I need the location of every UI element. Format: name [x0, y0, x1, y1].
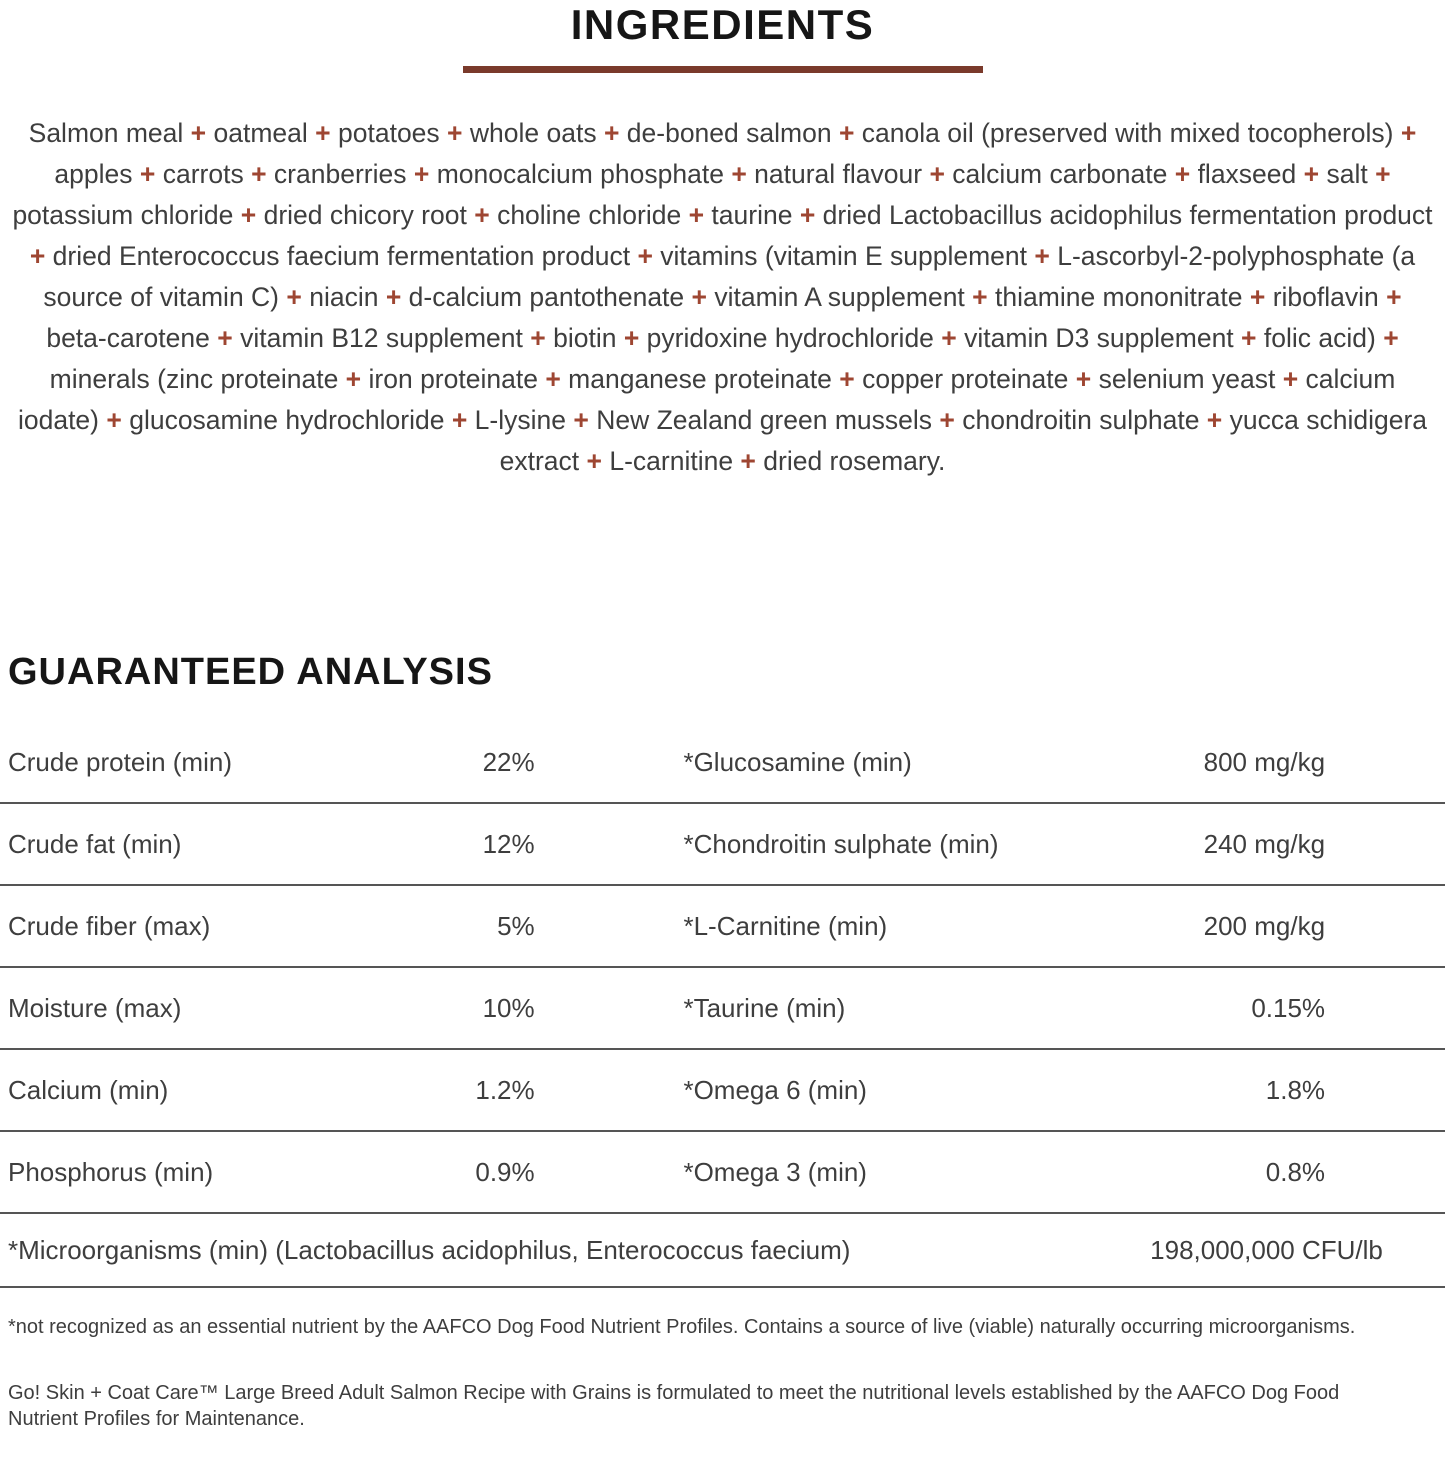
- plus-separator: +: [586, 446, 602, 476]
- analysis-cell-left: [0, 993, 535, 1024]
- plus-separator: +: [545, 364, 561, 394]
- plus-separator: +: [839, 364, 855, 394]
- plus-separator: +: [474, 200, 490, 230]
- analysis-cell-left: [0, 911, 535, 942]
- plus-separator: +: [451, 405, 468, 435]
- nutrient-label: *L-Carnitine (min): [683, 910, 888, 941]
- nutrient-label: Moisture (max): [8, 992, 182, 1023]
- analysis-row: [0, 886, 1445, 968]
- nutrient-label: *Glucosamine (min): [683, 746, 912, 777]
- plus-separator: +: [623, 323, 640, 353]
- analysis-cell-right: [683, 1075, 1325, 1106]
- analysis-row: [0, 804, 1445, 886]
- plus-separator: +: [1303, 159, 1320, 189]
- plus-separator: +: [315, 118, 331, 148]
- analysis-cell-left: [0, 829, 535, 860]
- plus-separator: +: [838, 118, 855, 148]
- analysis-cell-left: [0, 1157, 535, 1188]
- plus-separator: +: [941, 323, 957, 353]
- analysis-cell-right: [683, 911, 1325, 942]
- plus-separator: +: [106, 405, 122, 435]
- nutrient-value: 10%: [482, 992, 535, 1023]
- plus-separator: +: [688, 200, 705, 230]
- plus-separator: +: [1375, 159, 1391, 189]
- nutrient-label: *Omega 3 (min): [683, 1156, 867, 1187]
- plus-separator: +: [637, 241, 653, 271]
- nutrient-value: 0.9%: [475, 1156, 535, 1187]
- plus-separator: +: [1386, 282, 1402, 312]
- analysis-row: [0, 1050, 1445, 1132]
- plus-separator: +: [731, 159, 747, 189]
- formulation-footnote: Go! Skin + Coat Care™ Large Breed Adult Salmon Recipe with Grains is formulated to meet the nutritional levels established by the AAFCO Dog Food Nutrient Profiles for Maintenance.: [8, 1382, 1340, 1430]
- analysis-row: [0, 1132, 1445, 1214]
- plus-separator: +: [1383, 323, 1399, 353]
- plus-separator: +: [1034, 241, 1050, 271]
- plus-separator: +: [603, 118, 620, 148]
- plus-separator: +: [799, 200, 816, 230]
- plus-separator: +: [1174, 159, 1191, 189]
- nutrient-value: 12%: [482, 828, 535, 859]
- plus-separator: +: [345, 364, 362, 394]
- plus-separator: +: [217, 323, 233, 353]
- nutrient-value: 1.2%: [475, 1074, 535, 1105]
- plus-separator: +: [740, 446, 756, 476]
- nutrient-label: *Chondroitin sulphate (min): [683, 828, 999, 859]
- plus-separator: +: [1075, 364, 1092, 394]
- plus-separator: +: [385, 282, 402, 312]
- guaranteed-analysis-table: [0, 722, 1445, 1288]
- analysis-cell-right: [683, 747, 1325, 778]
- ingredients-text: Salmon meal + oatmeal + potatoes + whole oats + de-boned salmon + canola oil (preserved with mixed tocopherols) + apples + carrots + cranberries + monocalcium phosphate + natural flavour + calcium carbonate + flaxseed + salt + potassium chloride + dried chicory root + choline chloride + taurine + dried Lactobacillus acidophilus fermentation product + dried Enterococcus faecium fermentation product + vitamins (vitamin E supplement + L-ascorbyl-2-polyphosphate (a source of vitamin C) + niacin + d-calcium pantothenate + vitamin A supplement + thiamine mononitrate + riboflavin + beta-carotene + vitamin B12 supplement + biotin + pyridoxine hydrochloride + vitamin D3 supplement + folic acid) + minerals (zinc proteinate + iron proteinate + manganese proteinate + copper proteinate + selenium yeast + calcium iodate) + glucosamine hydrochloride + L-lysine + New Zealand green mussels + chondroitin sulphate + yucca schidigera extract + L-carnitine + dried rosemary.: [12, 118, 1433, 476]
- plus-separator: +: [413, 159, 430, 189]
- analysis-row: [0, 722, 1445, 804]
- plus-separator: +: [573, 405, 589, 435]
- aafco-footnote: *not recognized as an essential nutrient by the AAFCO Dog Food Nutrient Profiles. Contains a source of live (viable) naturally occurring microorganisms.: [8, 1316, 1356, 1338]
- plus-separator: +: [1241, 323, 1257, 353]
- nutrient-label: *Microorganisms (min) (Lactobacillus acidophilus, Enterococcus faecium): [8, 1234, 851, 1265]
- title-underline-rule: [463, 66, 983, 73]
- analysis-cell-left: [0, 747, 535, 778]
- plus-separator: +: [530, 323, 546, 353]
- nutrient-value: 240 mg/kg: [1203, 828, 1326, 859]
- nutrient-label: *Taurine (min): [683, 992, 846, 1023]
- nutrient-value: 5%: [497, 910, 535, 941]
- plus-separator: +: [1400, 118, 1417, 148]
- nutrient-value: 1.8%: [1265, 1074, 1326, 1105]
- plus-separator: +: [939, 405, 955, 435]
- plus-separator: +: [1206, 405, 1223, 435]
- plus-separator: +: [139, 159, 156, 189]
- nutrient-value: 800 mg/kg: [1203, 746, 1326, 777]
- analysis-cell-left: [0, 1075, 535, 1106]
- analysis-cell-right: [683, 829, 1325, 860]
- nutrient-value: 0.15%: [1251, 992, 1326, 1023]
- microorganisms-row: [0, 1214, 1445, 1288]
- plus-separator: +: [1249, 282, 1266, 312]
- nutrient-label: Calcium (min): [8, 1074, 169, 1105]
- nutrient-value: 22%: [482, 746, 535, 777]
- plus-separator: +: [286, 282, 302, 312]
- nutrient-label: *Omega 6 (min): [683, 1074, 867, 1105]
- plus-separator: +: [29, 241, 46, 271]
- nutrient-label: Crude protein (min): [8, 746, 232, 777]
- analysis-cell-right: [683, 1157, 1325, 1188]
- plus-separator: +: [691, 282, 708, 312]
- guaranteed-analysis-heading: GUARANTEED ANALYSIS: [8, 651, 493, 693]
- plus-separator: +: [1282, 364, 1299, 394]
- page-title: INGREDIENTS: [570, 1, 875, 48]
- nutrient-label: Phosphorus (min): [8, 1156, 214, 1187]
- plus-separator: +: [929, 159, 945, 189]
- nutrient-value: 0.8%: [1265, 1156, 1326, 1187]
- plus-separator: +: [972, 282, 988, 312]
- plus-separator: +: [240, 200, 257, 230]
- analysis-cell-right: [683, 993, 1325, 1024]
- nutrient-label: Crude fiber (max): [8, 910, 211, 941]
- nutrient-label: Crude fat (min): [8, 828, 182, 859]
- plus-separator: +: [190, 118, 207, 148]
- nutrient-value: 200 mg/kg: [1203, 910, 1326, 941]
- nutrient-value: 198,000,000 CFU/lb: [1150, 1234, 1383, 1265]
- plus-separator: +: [251, 159, 267, 189]
- plus-separator: +: [447, 118, 463, 148]
- analysis-row: [0, 968, 1445, 1050]
